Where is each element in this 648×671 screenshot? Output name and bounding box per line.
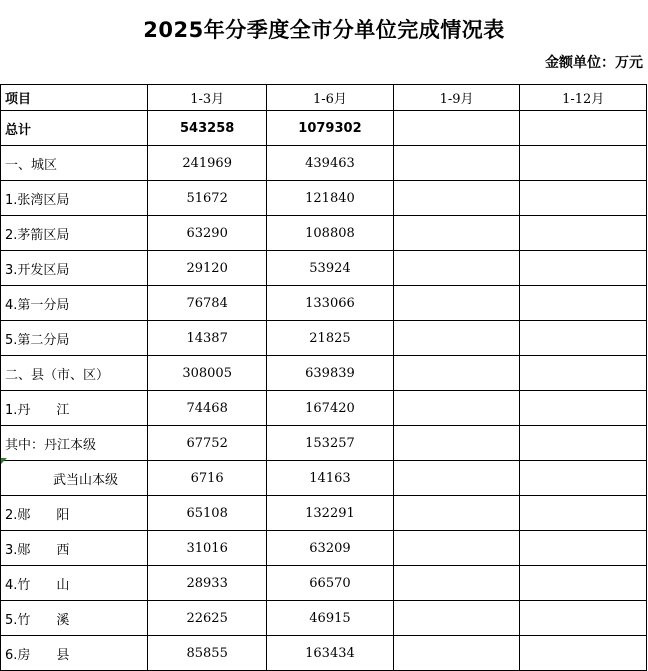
cell-q3[interactable]: [393, 496, 520, 531]
cell-h1[interactable]: 63209: [267, 531, 394, 566]
table-row: [1, 251, 647, 286]
cell-q3[interactable]: [393, 636, 520, 671]
table-row: [1, 426, 647, 461]
cell-h1[interactable]: 1079302: [267, 111, 394, 146]
header-item[interactable]: 项目: [1, 85, 148, 111]
row-label[interactable]: 其中：丹江本级: [1, 426, 148, 461]
table-row: [1, 461, 647, 496]
cell-q1[interactable]: 67752: [148, 426, 267, 461]
cell-h1[interactable]: 66570: [267, 566, 394, 601]
cell-fy[interactable]: [520, 181, 647, 216]
cell-fy[interactable]: [520, 566, 647, 601]
cell-comment-marker-icon: [1, 458, 7, 464]
cell-q1[interactable]: 543258: [148, 111, 267, 146]
cell-q1[interactable]: 28933: [148, 566, 267, 601]
cell-q1[interactable]: 241969: [148, 146, 267, 181]
row-label[interactable]: 4.第一分局: [1, 286, 148, 321]
row-label[interactable]: 3.郧 西: [1, 531, 148, 566]
cell-h1[interactable]: 153257: [267, 426, 394, 461]
cell-q1[interactable]: 74468: [148, 391, 267, 426]
cell-q3[interactable]: [393, 251, 520, 286]
cell-h1[interactable]: 439463: [267, 146, 394, 181]
cell-fy[interactable]: [520, 461, 647, 496]
cell-fy[interactable]: [520, 531, 647, 566]
cell-fy[interactable]: [520, 146, 647, 181]
row-label[interactable]: 1.张湾区局: [1, 181, 148, 216]
table-row: [1, 531, 647, 566]
cell-h1[interactable]: 46915: [267, 601, 394, 636]
cell-q1[interactable]: 31016: [148, 531, 267, 566]
cell-fy[interactable]: [520, 321, 647, 356]
table-row: [1, 496, 647, 531]
cell-h1[interactable]: 133066: [267, 286, 394, 321]
cell-q1[interactable]: 14387: [148, 321, 267, 356]
cell-q1[interactable]: 6716: [148, 461, 267, 496]
cell-q1[interactable]: 85855: [148, 636, 267, 671]
row-label[interactable]: 3.开发区局: [1, 251, 148, 286]
header-h1[interactable]: 1-6月: [267, 85, 394, 111]
cell-fy[interactable]: [520, 216, 647, 251]
cell-h1[interactable]: 132291: [267, 496, 394, 531]
table-row: [1, 356, 647, 391]
cell-q3[interactable]: [393, 356, 520, 391]
cell-h1[interactable]: 53924: [267, 251, 394, 286]
cell-q1[interactable]: 63290: [148, 216, 267, 251]
table-row: [1, 636, 647, 671]
row-label[interactable]: 4.竹 山: [1, 566, 148, 601]
row-label[interactable]: 武当山本级: [1, 461, 148, 496]
cell-q3[interactable]: [393, 461, 520, 496]
cell-h1[interactable]: 639839: [267, 356, 394, 391]
row-label[interactable]: 总计: [1, 111, 148, 146]
cell-q3[interactable]: [393, 601, 520, 636]
cell-fy[interactable]: [520, 251, 647, 286]
cell-q3[interactable]: [393, 391, 520, 426]
table-row-total: [1, 111, 647, 146]
row-label[interactable]: 6.房 县: [1, 636, 148, 671]
cell-q1[interactable]: 308005: [148, 356, 267, 391]
header-fy[interactable]: 1-12月: [520, 85, 647, 111]
cell-h1[interactable]: 14163: [267, 461, 394, 496]
cell-q1[interactable]: 29120: [148, 251, 267, 286]
cell-fy[interactable]: [520, 496, 647, 531]
table-row: [1, 146, 647, 181]
unit-note: 金额单位：万元: [545, 55, 643, 71]
table-row: [1, 321, 647, 356]
cell-fy[interactable]: [520, 426, 647, 461]
table-row: [1, 566, 647, 601]
data-table: [0, 84, 647, 671]
page-title: 2025年分季度全市分单位完成情况表: [143, 18, 505, 42]
cell-h1[interactable]: 163434: [267, 636, 394, 671]
row-label[interactable]: 5.第二分局: [1, 321, 148, 356]
table-row: [1, 391, 647, 426]
header-row: [1, 85, 647, 111]
row-label[interactable]: 2.郧 阳: [1, 496, 148, 531]
table-row: [1, 286, 647, 321]
row-label[interactable]: 5.竹 溪: [1, 601, 148, 636]
cell-q1[interactable]: 51672: [148, 181, 267, 216]
cell-q3[interactable]: [393, 566, 520, 601]
cell-fy[interactable]: [520, 111, 647, 146]
table-row: [1, 601, 647, 636]
cell-q1[interactable]: 76784: [148, 286, 267, 321]
cell-fy[interactable]: [520, 636, 647, 671]
cell-q3[interactable]: [393, 146, 520, 181]
row-label[interactable]: 二、县（市、区）: [1, 356, 148, 391]
cell-fy[interactable]: [520, 286, 647, 321]
cell-q3[interactable]: [393, 181, 520, 216]
cell-h1[interactable]: 21825: [267, 321, 394, 356]
cell-h1[interactable]: 121840: [267, 181, 394, 216]
cell-q3[interactable]: [393, 426, 520, 461]
cell-q3[interactable]: [393, 216, 520, 251]
cell-fy[interactable]: [520, 601, 647, 636]
cell-h1[interactable]: 108808: [267, 216, 394, 251]
cell-q3[interactable]: [393, 321, 520, 356]
cell-h1[interactable]: 167420: [267, 391, 394, 426]
row-label[interactable]: 2.茅箭区局: [1, 216, 148, 251]
cell-q1[interactable]: 65108: [148, 496, 267, 531]
cell-fy[interactable]: [520, 356, 647, 391]
header-q1[interactable]: 1-3月: [148, 85, 267, 111]
cell-q3[interactable]: [393, 531, 520, 566]
row-label[interactable]: 一、城区: [1, 146, 148, 181]
cell-fy[interactable]: [520, 391, 647, 426]
row-label[interactable]: 1.丹 江: [1, 391, 148, 426]
table-row: [1, 181, 647, 216]
cell-q1[interactable]: 22625: [148, 601, 267, 636]
cell-q3[interactable]: [393, 111, 520, 146]
cell-q3[interactable]: [393, 286, 520, 321]
header-q3[interactable]: 1-9月: [393, 85, 520, 111]
table-row: [1, 216, 647, 251]
